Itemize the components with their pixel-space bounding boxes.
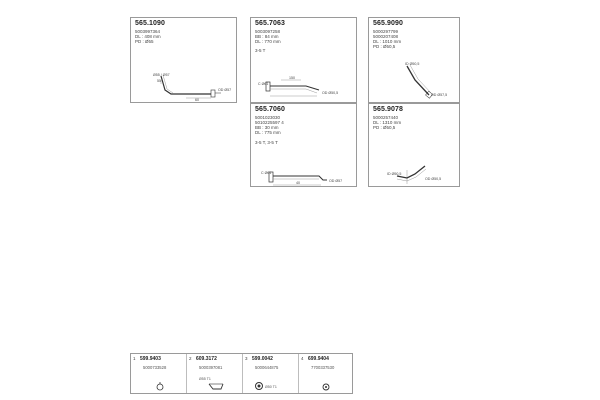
part-line: 5001023030 bbox=[255, 115, 281, 120]
part-note: 3-5 T bbox=[255, 48, 266, 53]
part-line: 5000207408 bbox=[373, 34, 399, 39]
accessory-number: 609.3172 bbox=[196, 356, 217, 362]
part-line: PD : Ø50,5 bbox=[373, 44, 396, 49]
accessory-sub: Ø55 T1 bbox=[199, 377, 211, 381]
accessory-number: 599.9403 bbox=[140, 356, 161, 362]
accessory-cell bbox=[243, 354, 299, 393]
accessory-code: 5000644875 bbox=[255, 365, 279, 370]
accessory-cell bbox=[131, 354, 187, 393]
accessory-index: 2 bbox=[189, 356, 192, 361]
part-line: BB : 84 mm bbox=[255, 34, 279, 39]
part-line: PD : Ø50,5 bbox=[373, 125, 396, 130]
accessory-index: 1 bbox=[133, 356, 136, 361]
accessories-strip bbox=[130, 353, 353, 394]
pipe-label: 60 bbox=[195, 98, 199, 102]
pipe-label: 150 bbox=[289, 76, 295, 80]
part-panel-565-9078 bbox=[368, 103, 460, 187]
accessory-number: 599.0042 bbox=[252, 356, 273, 362]
accessory-code: 5000397081 bbox=[199, 365, 223, 370]
part-number: 565.7060 bbox=[255, 106, 285, 113]
accessory-code: 7700337530 bbox=[311, 365, 335, 370]
part-line: PD : Ø55 bbox=[135, 39, 154, 44]
part-line: 5003997364 bbox=[135, 29, 161, 34]
pipe-label: 40 bbox=[296, 181, 300, 185]
hanger-icon bbox=[299, 354, 354, 395]
pipe-label: OD Ø57 bbox=[329, 179, 343, 183]
pipe-label: OD Ø50,5 bbox=[322, 91, 339, 95]
clamp-icon bbox=[131, 354, 187, 395]
part-line: DL : 775 mm bbox=[255, 130, 281, 135]
pipe-label: 55 bbox=[157, 79, 161, 83]
part-line: 5000297799 bbox=[373, 29, 399, 34]
part-line: 5000257440 bbox=[373, 115, 399, 120]
part-panel-565-9090 bbox=[368, 17, 460, 103]
accessory-number: 699.9404 bbox=[308, 356, 329, 362]
part-line: DL : 1010 mm bbox=[373, 39, 402, 44]
pipe-label: OD Ø50,5 bbox=[425, 177, 442, 181]
accessory-index: 3 bbox=[245, 356, 248, 361]
pipe-label: C Ø61 bbox=[258, 82, 269, 86]
pipe-label: C Ø61 bbox=[261, 171, 272, 175]
pipe-drawing bbox=[369, 18, 461, 104]
accessory-code: 5000733528 bbox=[143, 365, 167, 370]
pipe-drawing bbox=[369, 104, 461, 188]
part-panel-565-7060 bbox=[250, 103, 357, 187]
part-number: 565.1090 bbox=[135, 20, 165, 27]
part-panel-565-7063 bbox=[250, 17, 357, 103]
accessory-index: 4 bbox=[301, 356, 304, 361]
pipe-label: OD Ø57 bbox=[218, 88, 232, 92]
pipe-label: OD Ø57,5 bbox=[431, 93, 448, 97]
pipe-label: ID Ø50,5 bbox=[405, 62, 420, 66]
part-line: 5010225597 4 bbox=[255, 120, 284, 125]
part-panel-565-1090 bbox=[130, 17, 237, 103]
part-note: 3-5 T, 3-5 T bbox=[255, 140, 278, 145]
pipe-label: ID Ø50,5 bbox=[387, 172, 402, 176]
pipe-drawing bbox=[131, 18, 238, 104]
part-line: DL : 1310 mm bbox=[373, 120, 402, 125]
accessory-sub: Ø50 T1 bbox=[265, 385, 277, 389]
part-line: 5003097258 bbox=[255, 29, 281, 34]
part-line: BB : 30 mm bbox=[255, 125, 279, 130]
bracket-icon bbox=[187, 354, 243, 395]
accessory-cell bbox=[299, 354, 354, 393]
clamp-icon bbox=[243, 354, 299, 395]
part-number: 565.9078 bbox=[373, 106, 403, 113]
pipe-drawing bbox=[251, 18, 358, 104]
part-number: 565.7063 bbox=[255, 20, 285, 27]
accessory-cell bbox=[187, 354, 243, 393]
pipe-label: Ø55 / Ø57 bbox=[153, 73, 170, 77]
part-line: DL : 770 mm bbox=[255, 39, 281, 44]
pipe-drawing bbox=[251, 104, 358, 188]
part-number: 565.9090 bbox=[373, 20, 403, 27]
part-line: DL : 408 mm bbox=[135, 34, 161, 39]
